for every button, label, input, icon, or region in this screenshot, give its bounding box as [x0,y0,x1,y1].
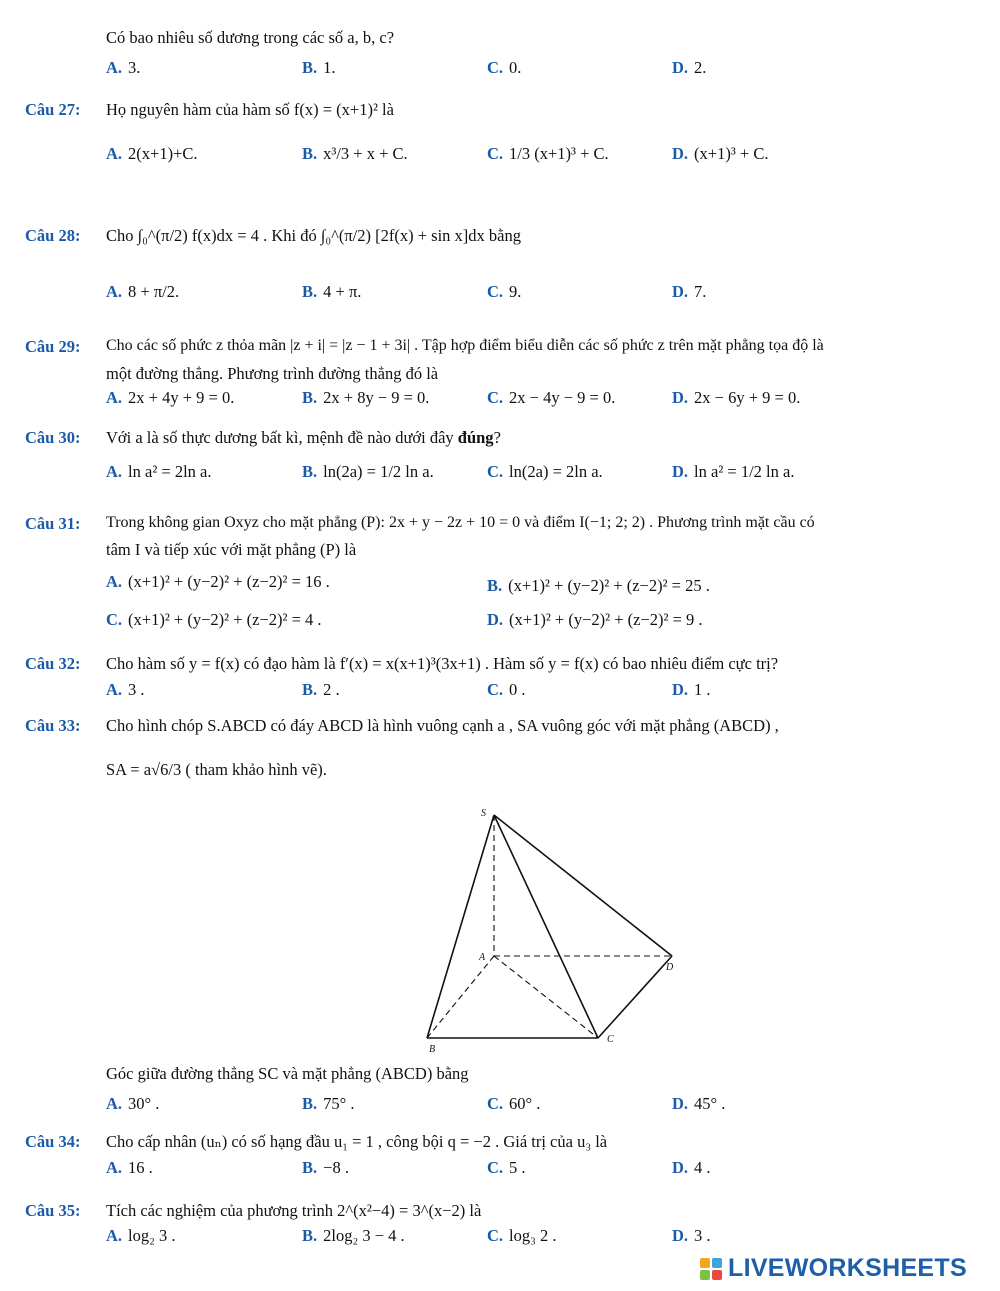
option-letter: A. [106,1094,123,1113]
option-letter: D. [487,610,504,629]
option-letter: D. [672,1226,689,1245]
option-value: (x+1)² + (y−2)² + (z−2)² = 16 . [128,572,330,591]
option-value: log₂ 3 . [128,1226,176,1245]
option-value: 4 . [694,1158,711,1177]
edge-sb [427,815,494,1038]
option-letter: B. [487,576,503,595]
edge-sc [494,815,598,1038]
question-text: tâm I và tiếp xúc với mặt phẳng (P) là [106,540,357,559]
vertex-label-a: A [479,952,486,963]
option-value: 3. [128,58,141,77]
option-a [106,1158,153,1178]
option-c [487,1158,526,1178]
option-value: 3 . [694,1226,711,1245]
option-value: log₃ 2 . [509,1226,557,1245]
option-letter: A. [106,388,123,407]
option-a [106,1226,176,1246]
option-letter: A. [106,58,123,77]
option-c [487,680,526,700]
vertex-label-s: S [481,808,486,819]
pyramid-figure [415,800,715,1060]
option-value: 30° . [128,1094,160,1113]
option-letter: D. [672,282,689,301]
option-letter: C. [487,1094,504,1113]
option-d [672,1226,711,1246]
option-letter: C. [106,610,123,629]
option-value: 5 . [509,1158,526,1177]
option-value: 1/3 (x+1)³ + C. [509,144,609,163]
question-label: Câu 31: [25,514,81,533]
option-value: (x+1)² + (y−2)² + (z−2)² = 25 . [508,576,710,595]
option-value: 2x − 6y + 9 = 0. [694,388,801,407]
option-letter: D. [672,388,689,407]
option-letter: B. [302,1226,318,1245]
option-value: 3 . [128,680,145,699]
logo-grid-icon [700,1258,724,1280]
liveworksheets-logo [700,1254,992,1284]
option-value: 2. [694,58,707,77]
option-letter: A. [106,680,123,699]
option-c [106,610,322,630]
option-b [302,282,361,302]
option-letter: B. [302,58,318,77]
edge-sd [494,815,672,956]
option-letter: A. [106,1226,123,1245]
option-c [487,462,603,482]
option-letter: A. [106,282,123,301]
option-b [302,1094,355,1114]
option-letter: D. [672,58,689,77]
emphasis-word: đúng [457,428,494,447]
option-b [302,1158,349,1178]
question-text: Cho ∫₀^(π/2) f(x)dx = 4 . Khi đó ∫₀^(π/2) [2f(x) + sin x]dx bằng [106,226,521,245]
option-d [672,144,768,164]
option-letter: C. [487,58,504,77]
option-letter: A. [106,572,123,591]
option-value: (x+1)² + (y−2)² + (z−2)² = 9 . [509,610,703,629]
option-letter: B. [302,282,318,301]
option-letter: C. [487,462,504,481]
question-text: Tích các nghiệm của phương trình 2^(x²−4) = 3^(x−2) là [106,1201,482,1220]
option-value: 8 + π/2. [128,282,180,301]
option-a [106,282,179,302]
question-label: Câu 33: [25,716,81,735]
option-a [106,144,198,164]
option-letter: B. [302,462,318,481]
option-c [487,144,609,164]
option-d [672,388,800,408]
option-c [487,1094,540,1114]
option-d [672,462,794,482]
question-text: Góc giữa đường thẳng SC và mặt phẳng (ABCD) bằng [106,1064,469,1083]
option-letter: D. [672,1158,689,1177]
option-d [672,58,706,78]
option-b [302,1226,405,1246]
edge-ac [494,956,598,1038]
option-letter: C. [487,144,504,163]
vertex-label-d: D [666,962,674,973]
option-a [106,388,234,408]
option-a [106,572,330,592]
option-letter: B. [302,1094,318,1113]
vertex-label-c: C [607,1034,614,1045]
question-text: Cho hình chóp S.ABCD có đáy ABCD là hình vuông cạnh a , SA vuông góc với mặt phẳng (ABCD) , [106,716,779,735]
option-c [487,282,521,302]
question-label: Câu 29: [25,337,81,356]
question-text: Họ nguyên hàm của hàm số f(x) = (x+1)² là [106,100,394,119]
question-label: Câu 35: [25,1201,81,1220]
option-b [302,58,336,78]
option-b [302,680,340,700]
option-d [487,610,703,630]
option-value: 2x + 8y − 9 = 0. [323,388,430,407]
option-letter: B. [302,680,318,699]
option-value: 75° . [323,1094,355,1113]
edge-ab [427,956,494,1038]
option-value: 4 + π. [323,282,362,301]
option-c [487,58,521,78]
option-d [672,1158,711,1178]
option-value: 0. [509,58,522,77]
option-a [106,680,145,700]
option-letter: C. [487,388,504,407]
option-value: 60° . [509,1094,541,1113]
option-letter: B. [302,1158,318,1177]
option-letter: A. [106,144,123,163]
question-text-pre: Với a là số thực dương bất kì, mệnh đề nào dưới đây [106,428,454,447]
option-value: 2log₂ 3 − 4 . [323,1226,405,1245]
option-letter: C. [487,282,504,301]
option-value: 45° . [694,1094,726,1113]
brand-name: LIVEWORKSHEETS [728,1254,967,1282]
option-value: 7. [694,282,707,301]
option-value: ln a² = 2ln a. [128,462,212,481]
option-b [302,462,434,482]
option-letter: C. [487,1158,504,1177]
option-a [106,58,140,78]
option-letter: B. [302,388,318,407]
option-letter: C. [487,680,504,699]
option-c [487,388,615,408]
option-value: 2(x+1)+C. [128,144,198,163]
option-b [302,144,408,164]
option-letter: D. [672,462,689,481]
option-d [672,282,706,302]
option-b [302,388,429,408]
option-letter: B. [302,144,318,163]
option-a [106,1094,159,1114]
question-label: Câu 27: [25,100,81,119]
question-label: Câu 34: [25,1132,81,1151]
question-text: Có bao nhiêu số dương trong các số a, b, c? [106,28,395,47]
option-value: ln(2a) = 1/2 ln a. [323,462,434,481]
option-value: 16 . [128,1158,153,1177]
edge-cd [598,956,672,1038]
question-text [106,428,501,448]
question-text: Cho cấp nhân (uₙ) có số hạng đầu u₁ = 1 , công bội q = −2 . Giá trị của u₃ là [106,1132,608,1151]
option-letter: D. [672,680,689,699]
option-value: x³/3 + x + C. [323,144,408,163]
option-a [106,462,212,482]
question-text: Trong không gian Oxyz cho mặt phẳng (P): 2x + y − 2z + 10 = 0 và điểm I(−1; 2; 2) . Phương trình mặt cầu có [106,514,815,531]
question-text: một đường thẳng. Phương trình đường thẳng đó là [106,364,439,383]
option-value: 2x − 4y − 9 = 0. [509,388,616,407]
option-value: ln a² = 1/2 ln a. [694,462,795,481]
question-label: Câu 30: [25,428,81,447]
option-value: 0 . [509,680,526,699]
option-value: 2x + 4y + 9 = 0. [128,388,235,407]
question-text: Cho hàm số y = f(x) có đạo hàm là f′(x) = x(x+1)³(3x+1) . Hàm số y = f(x) có bao nhiêu điểm cực trị? [106,654,779,673]
vertex-label-b: B [429,1044,436,1055]
question-label: Câu 32: [25,654,81,673]
option-d [672,680,711,700]
option-value: (x+1)³ + C. [694,144,769,163]
option-b [487,576,710,596]
option-value: (x+1)² + (y−2)² + (z−2)² = 4 . [128,610,322,629]
option-letter: C. [487,1226,504,1245]
question-text-post: ? [493,428,501,447]
question-label: Câu 28: [25,226,81,245]
option-value: 1 . [694,680,711,699]
option-value: 1. [323,58,336,77]
option-value: 9. [509,282,522,301]
option-c [487,1226,557,1246]
question-text: Cho các số phức z thỏa mãn |z + i| = |z − 1 + 3i| . Tập hợp điểm biểu diễn các số phức z trên mặt phẳng tọa độ là [106,337,824,354]
option-value: −8 . [323,1158,349,1177]
option-letter: D. [672,144,689,163]
option-letter: A. [106,462,123,481]
option-letter: D. [672,1094,689,1113]
question-text: SA = a√6/3 ( tham khảo hình vẽ). [106,760,327,779]
option-d [672,1094,725,1114]
option-letter: A. [106,1158,123,1177]
option-value: ln(2a) = 2ln a. [509,462,603,481]
option-value: 2 . [323,680,340,699]
